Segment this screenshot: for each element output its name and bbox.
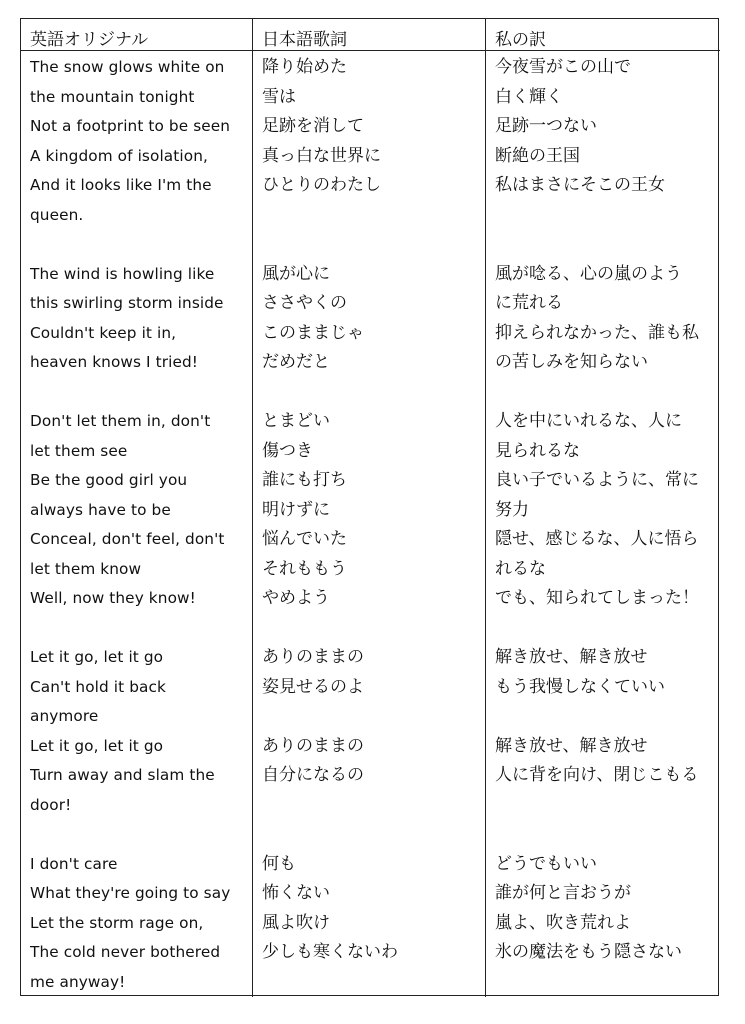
english-lyric-line: Don't let them in, don't	[30, 412, 211, 430]
english-lyric-line: I don't care	[30, 854, 118, 873]
translation-line: でも、知られてしまった！	[495, 588, 699, 608]
english-lyric-line: let them know	[30, 559, 142, 578]
english-lyric-line: Let the storm rage on,	[30, 913, 204, 932]
header-my-translation: 私の訳	[486, 19, 720, 51]
translation-line: 今夜雪がこの山で	[495, 57, 631, 77]
japanese-lyric-line: 悩んでいた	[262, 529, 347, 549]
japanese-lyric-line: 足跡を消して	[262, 116, 364, 136]
translation-line: 人を中にいれるな、人に	[495, 411, 682, 431]
japanese-lyric-line	[262, 614, 476, 644]
english-lyric-line	[30, 378, 243, 408]
translation-line: 良い子でいるように、常に	[495, 470, 699, 490]
translation-line: 白く輝く	[495, 86, 563, 107]
column-english-original	[21, 51, 253, 997]
japanese-lyric-line	[262, 378, 476, 408]
japanese-lyric-line: 何も	[262, 853, 296, 874]
english-lyric-line: The snow glows white on	[30, 58, 225, 76]
english-lyric-line: Let it go, let it go	[30, 648, 164, 666]
japanese-lyric-line: 姿見せるのよ	[262, 676, 364, 697]
english-lyric-line: Conceal, don't feel, don't	[30, 530, 225, 548]
translation-line	[495, 968, 711, 998]
translation-line: 風が唸る、心の嵐のよう	[495, 263, 682, 284]
japanese-lyric-line: ありのままの	[262, 647, 364, 667]
japanese-lyric-line: ありのままの	[262, 735, 364, 756]
translation-line	[495, 230, 711, 260]
japanese-lyric-line: とまどい	[262, 411, 330, 431]
japanese-lyric-line: 自分になるの	[262, 765, 364, 785]
english-lyric-line: Couldn't keep it in,	[30, 323, 177, 342]
translation-line: 誰が何と言おうが	[495, 883, 631, 903]
japanese-lyric-line: 風が心に	[262, 263, 330, 284]
english-lyric-line: let them see	[30, 441, 128, 460]
translation-line	[495, 820, 711, 850]
translation-line	[495, 614, 711, 644]
translation-line: に荒れる	[495, 293, 563, 313]
english-lyric-line: queen.	[30, 205, 84, 224]
english-lyric-line: the mountain tonight	[30, 87, 195, 106]
translation-line	[495, 791, 711, 821]
english-lyric-line: Well, now they know!	[30, 589, 196, 607]
english-lyric-line: Turn away and slam the	[30, 766, 215, 784]
english-lyric-line: What they're going to say	[30, 884, 231, 902]
english-lyric-line	[30, 820, 243, 850]
japanese-lyric-line: それももう	[262, 558, 347, 579]
translation-line: 嵐よ、吹き荒れよ	[495, 912, 631, 933]
japanese-lyric-line: 怖くない	[262, 883, 330, 903]
translation-line: 氷の魔法をもう隠さない	[495, 942, 682, 962]
english-lyric-line: A kingdom of isolation,	[30, 146, 208, 165]
translation-line: れるな	[495, 558, 546, 579]
english-lyric-line: door!	[30, 795, 72, 814]
english-lyric-line: The wind is howling like	[30, 264, 215, 283]
translation-line: の苦しみを知らない	[495, 352, 648, 372]
translation-line: 努力	[495, 499, 529, 520]
english-lyric-line: this swirling storm inside	[30, 294, 224, 312]
lyrics-table	[20, 18, 719, 996]
japanese-lyric-line: やめよう	[262, 588, 330, 608]
english-lyric-line: The cold never bothered	[30, 943, 221, 961]
english-lyric-line: And it looks like I'm the	[30, 176, 212, 194]
translation-line: 隠せ、感じるな、人に悟ら	[495, 529, 699, 549]
english-lyric-line: anymore	[30, 707, 99, 725]
header-japanese-lyrics: 日本語歌詞	[253, 19, 486, 51]
english-lyric-line: Be the good girl you	[30, 471, 188, 489]
english-lyric-line: Can't hold it back	[30, 677, 166, 696]
translation-line: どうでもいい	[495, 853, 597, 874]
japanese-lyric-line: ひとりのわたし	[262, 175, 381, 195]
english-lyric-line: me anyway!	[30, 972, 126, 991]
japanese-lyric-line: 少しも寒くないわ	[262, 942, 398, 962]
japanese-lyric-line: 風よ吹け	[262, 912, 330, 933]
japanese-lyric-line	[262, 820, 476, 850]
japanese-lyric-line: 明けずに	[262, 499, 330, 520]
japanese-lyric-line	[262, 791, 476, 821]
english-lyric-line: Not a footprint to be seen	[30, 117, 231, 135]
english-lyric-line: always have to be	[30, 500, 171, 519]
translation-line: 断絶の王国	[495, 145, 580, 166]
japanese-lyric-line: ささやくの	[262, 293, 347, 313]
english-lyric-line	[30, 614, 243, 644]
column-japanese-lyrics	[253, 51, 486, 997]
english-lyric-line: heaven knows I tried!	[30, 353, 199, 371]
translation-line: もう我慢しなくていい	[495, 676, 665, 697]
english-lyric-line	[30, 230, 243, 260]
japanese-lyric-line	[262, 968, 476, 998]
english-lyric-line: Let it go, let it go	[30, 736, 164, 755]
translation-line: 解き放せ、解き放せ	[495, 735, 648, 756]
translation-line: 抑えられなかった、誰も私	[495, 322, 699, 343]
japanese-lyric-line: 雪は	[262, 86, 296, 107]
translation-line	[495, 378, 711, 408]
translation-line: 人に背を向け、閉じこもる	[495, 765, 699, 785]
japanese-lyric-line: だめだと	[262, 352, 330, 372]
translation-line	[495, 702, 711, 732]
column-my-translation	[486, 51, 720, 997]
japanese-lyric-line: 傷つき	[262, 440, 313, 461]
japanese-lyric-line	[262, 702, 476, 732]
japanese-lyric-line: 降り始めた	[262, 57, 347, 77]
japanese-lyric-line	[262, 201, 476, 231]
japanese-lyric-line: 誰にも打ち	[262, 470, 347, 490]
translation-line	[495, 201, 711, 231]
translation-line: 解き放せ、解き放せ	[495, 647, 648, 667]
translation-line: 足跡一つない	[495, 116, 597, 136]
japanese-lyric-line	[262, 230, 476, 260]
japanese-lyric-line: 真っ白な世界に	[262, 145, 381, 166]
translation-line: 見られるな	[495, 440, 580, 461]
japanese-lyric-line: このままじゃ	[262, 322, 364, 343]
header-english-original: 英語オリジナル	[21, 19, 253, 51]
translation-line: 私はまさにそこの王女	[495, 175, 665, 195]
